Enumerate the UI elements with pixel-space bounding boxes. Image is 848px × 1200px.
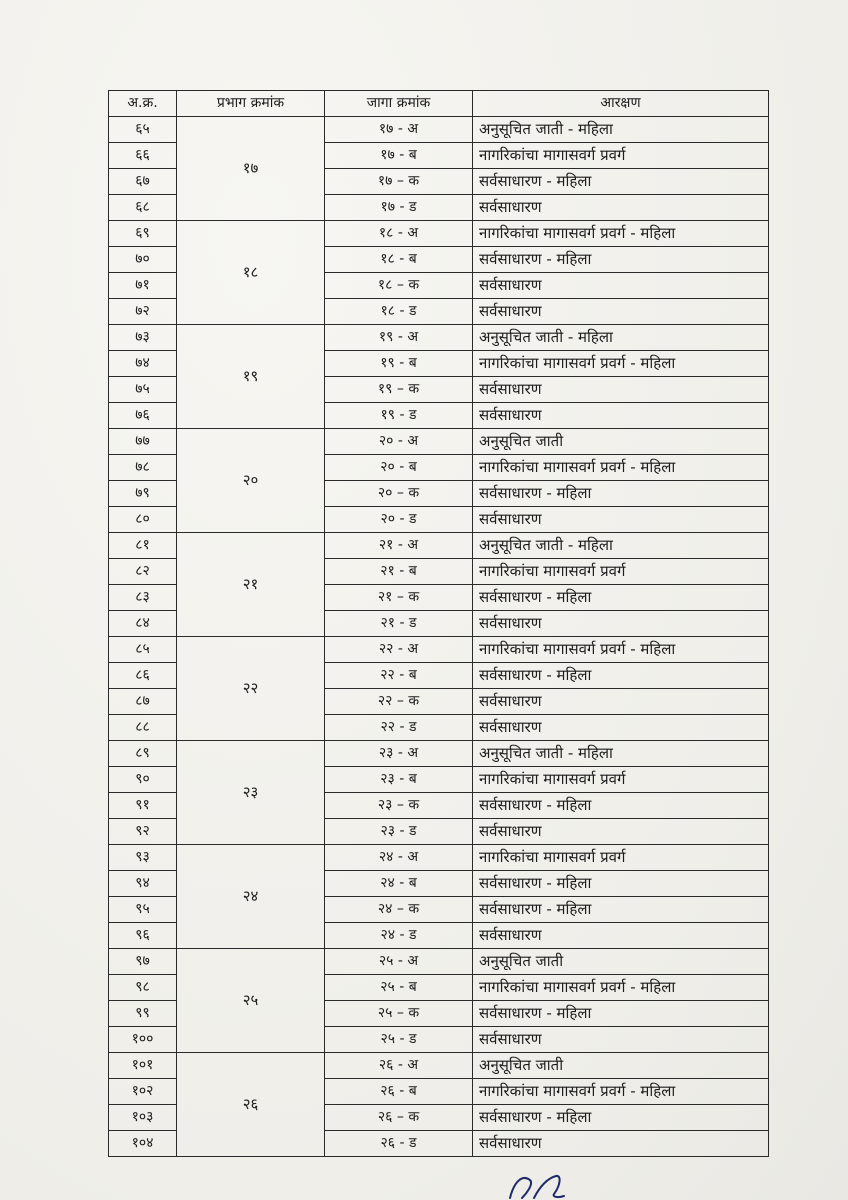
table-body [109,117,769,1157]
serial-cell: ९५ [109,897,177,923]
seat-number-cell: २० - ब [325,455,473,481]
serial-cell: ८५ [109,637,177,663]
reservation-cell: अनुसूचित जाती - महिला [473,117,769,143]
seat-number-cell: २२ - ड [325,715,473,741]
seat-number-cell: २० - अ [325,429,473,455]
table-row [109,845,769,871]
reservation-cell: सर्वसाधारण [473,689,769,715]
seat-number-cell: २५ - अ [325,949,473,975]
serial-cell: ७६ [109,403,177,429]
serial-cell: १०२ [109,1079,177,1105]
table-header-row [109,91,769,117]
serial-cell: १०० [109,1027,177,1053]
ward-number-cell: १७ [177,117,325,221]
reservation-cell: सर्वसाधारण [473,403,769,429]
table-row [109,637,769,663]
seat-number-cell: १७ - ड [325,195,473,221]
serial-cell: ८८ [109,715,177,741]
reservation-cell: सर्वसाधारण [473,819,769,845]
reservation-cell: सर्वसाधारण [473,1131,769,1157]
serial-cell: १०३ [109,1105,177,1131]
serial-cell: ७२ [109,299,177,325]
seat-number-cell: १८ – क [325,273,473,299]
serial-cell: ७० [109,247,177,273]
signature-mark [500,1168,580,1200]
reservation-cell: अनुसूचित जाती [473,1053,769,1079]
reservation-cell: सर्वसाधारण [473,611,769,637]
reservation-cell: सर्वसाधारण [473,195,769,221]
table-row [109,533,769,559]
seat-number-cell: १८ - ड [325,299,473,325]
serial-cell: ८१ [109,533,177,559]
seat-number-cell: २५ – क [325,1001,473,1027]
seat-number-cell: २६ - ब [325,1079,473,1105]
reservation-cell: अनुसूचित जाती [473,949,769,975]
serial-cell: ७३ [109,325,177,351]
reservation-cell: अनुसूचित जाती [473,429,769,455]
reservation-cell: नागरिकांचा मागासवर्ग प्रवर्ग [473,767,769,793]
serial-cell: ९० [109,767,177,793]
ward-number-cell: २५ [177,949,325,1053]
ward-number-cell: २१ [177,533,325,637]
reservation-cell: सर्वसाधारण [473,273,769,299]
reservation-cell: सर्वसाधारण - महिला [473,897,769,923]
ward-number-cell: २४ [177,845,325,949]
serial-cell: ७१ [109,273,177,299]
serial-cell: ९३ [109,845,177,871]
reservation-cell: अनुसूचित जाती - महिला [473,741,769,767]
serial-cell: ८३ [109,585,177,611]
reservation-cell: नागरिकांचा मागासवर्ग प्रवर्ग - महिला [473,1079,769,1105]
reservation-cell: नागरिकांचा मागासवर्ग प्रवर्ग - महिला [473,637,769,663]
seat-number-cell: १९ - ड [325,403,473,429]
seat-number-cell: २४ - अ [325,845,473,871]
serial-cell: ९७ [109,949,177,975]
reservation-cell: नागरिकांचा मागासवर्ग प्रवर्ग - महिला [473,221,769,247]
reservation-cell: अनुसूचित जाती - महिला [473,533,769,559]
ward-number-cell: १९ [177,325,325,429]
seat-number-cell: २६ - ड [325,1131,473,1157]
reservation-cell: सर्वसाधारण [473,1027,769,1053]
serial-cell: ६९ [109,221,177,247]
reservation-cell: नागरिकांचा मागासवर्ग प्रवर्ग [473,143,769,169]
table-row [109,741,769,767]
seat-number-cell: १८ - अ [325,221,473,247]
serial-cell: ८७ [109,689,177,715]
seat-number-cell: २३ - अ [325,741,473,767]
serial-cell: ९६ [109,923,177,949]
seat-number-cell: १९ - अ [325,325,473,351]
table-row [109,221,769,247]
seat-number-cell: २३ – क [325,793,473,819]
header-serial: अ.क्र. [109,91,177,117]
serial-cell: ७५ [109,377,177,403]
reservation-cell: अनुसूचित जाती - महिला [473,325,769,351]
seat-number-cell: १७ – क [325,169,473,195]
ward-number-cell: २६ [177,1053,325,1157]
ward-number-cell: २२ [177,637,325,741]
serial-cell: ९८ [109,975,177,1001]
reservation-cell: सर्वसाधारण - महिला [473,481,769,507]
serial-cell: ६८ [109,195,177,221]
reservation-cell: सर्वसाधारण [473,299,769,325]
seat-number-cell: २४ – क [325,897,473,923]
seat-number-cell: २१ - अ [325,533,473,559]
reservation-cell: सर्वसाधारण - महिला [473,247,769,273]
serial-cell: ८९ [109,741,177,767]
ward-number-cell: १८ [177,221,325,325]
seat-number-cell: २३ - ड [325,819,473,845]
reservation-cell: सर्वसाधारण - महिला [473,871,769,897]
seat-number-cell: १९ – क [325,377,473,403]
reservation-cell: नागरिकांचा मागासवर्ग प्रवर्ग [473,845,769,871]
table-row [109,325,769,351]
reservation-cell: सर्वसाधारण [473,377,769,403]
serial-cell: ९९ [109,1001,177,1027]
reservation-cell: सर्वसाधारण - महिला [473,1105,769,1131]
seat-number-cell: २० – क [325,481,473,507]
seat-number-cell: २२ - ब [325,663,473,689]
seat-number-cell: २१ - ड [325,611,473,637]
ward-number-cell: २३ [177,741,325,845]
reservation-cell: नागरिकांचा मागासवर्ग प्रवर्ग - महिला [473,975,769,1001]
serial-cell: ९४ [109,871,177,897]
seat-number-cell: २२ – क [325,689,473,715]
table-row [109,117,769,143]
reservation-cell: सर्वसाधारण [473,715,769,741]
serial-cell: ६७ [109,169,177,195]
serial-cell: ८६ [109,663,177,689]
seat-number-cell: १७ - ब [325,143,473,169]
reservation-table [108,90,769,1157]
header-ward: प्रभाग क्रमांक [177,91,325,117]
serial-cell: ७४ [109,351,177,377]
seat-number-cell: २४ - ड [325,923,473,949]
reservation-cell: सर्वसाधारण - महिला [473,663,769,689]
serial-cell: ६६ [109,143,177,169]
reservation-cell: सर्वसाधारण - महिला [473,169,769,195]
serial-cell: ७७ [109,429,177,455]
serial-cell: ६५ [109,117,177,143]
serial-cell: १०१ [109,1053,177,1079]
seat-number-cell: २५ - ब [325,975,473,1001]
seat-number-cell: १७ - अ [325,117,473,143]
seat-number-cell: १८ - ब [325,247,473,273]
reservation-cell: सर्वसाधारण [473,507,769,533]
reservation-cell: सर्वसाधारण - महिला [473,1001,769,1027]
seat-number-cell: २२ - अ [325,637,473,663]
reservation-cell: नागरिकांचा मागासवर्ग प्रवर्ग - महिला [473,455,769,481]
serial-cell: ७९ [109,481,177,507]
header-seat: जागा क्रमांक [325,91,473,117]
serial-cell: ९२ [109,819,177,845]
ward-number-cell: २० [177,429,325,533]
seat-number-cell: २६ - अ [325,1053,473,1079]
seat-number-cell: १९ - ब [325,351,473,377]
seat-number-cell: २० - ड [325,507,473,533]
serial-cell: ७८ [109,455,177,481]
reservation-cell: सर्वसाधारण [473,923,769,949]
reservation-cell: नागरिकांचा मागासवर्ग प्रवर्ग [473,559,769,585]
seat-number-cell: २४ - ब [325,871,473,897]
seat-number-cell: २३ - ब [325,767,473,793]
table-row [109,1053,769,1079]
serial-cell: १०४ [109,1131,177,1157]
seat-number-cell: २१ - ब [325,559,473,585]
seat-number-cell: २१ – क [325,585,473,611]
seat-number-cell: २५ - ड [325,1027,473,1053]
serial-cell: ८० [109,507,177,533]
header-reservation: आरक्षण [473,91,769,117]
serial-cell: ९१ [109,793,177,819]
reservation-cell: नागरिकांचा मागासवर्ग प्रवर्ग - महिला [473,351,769,377]
table-row [109,949,769,975]
serial-cell: ८२ [109,559,177,585]
table-row [109,429,769,455]
seat-number-cell: २६ – क [325,1105,473,1131]
serial-cell: ८४ [109,611,177,637]
reservation-cell: सर्वसाधारण - महिला [473,793,769,819]
reservation-cell: सर्वसाधारण - महिला [473,585,769,611]
